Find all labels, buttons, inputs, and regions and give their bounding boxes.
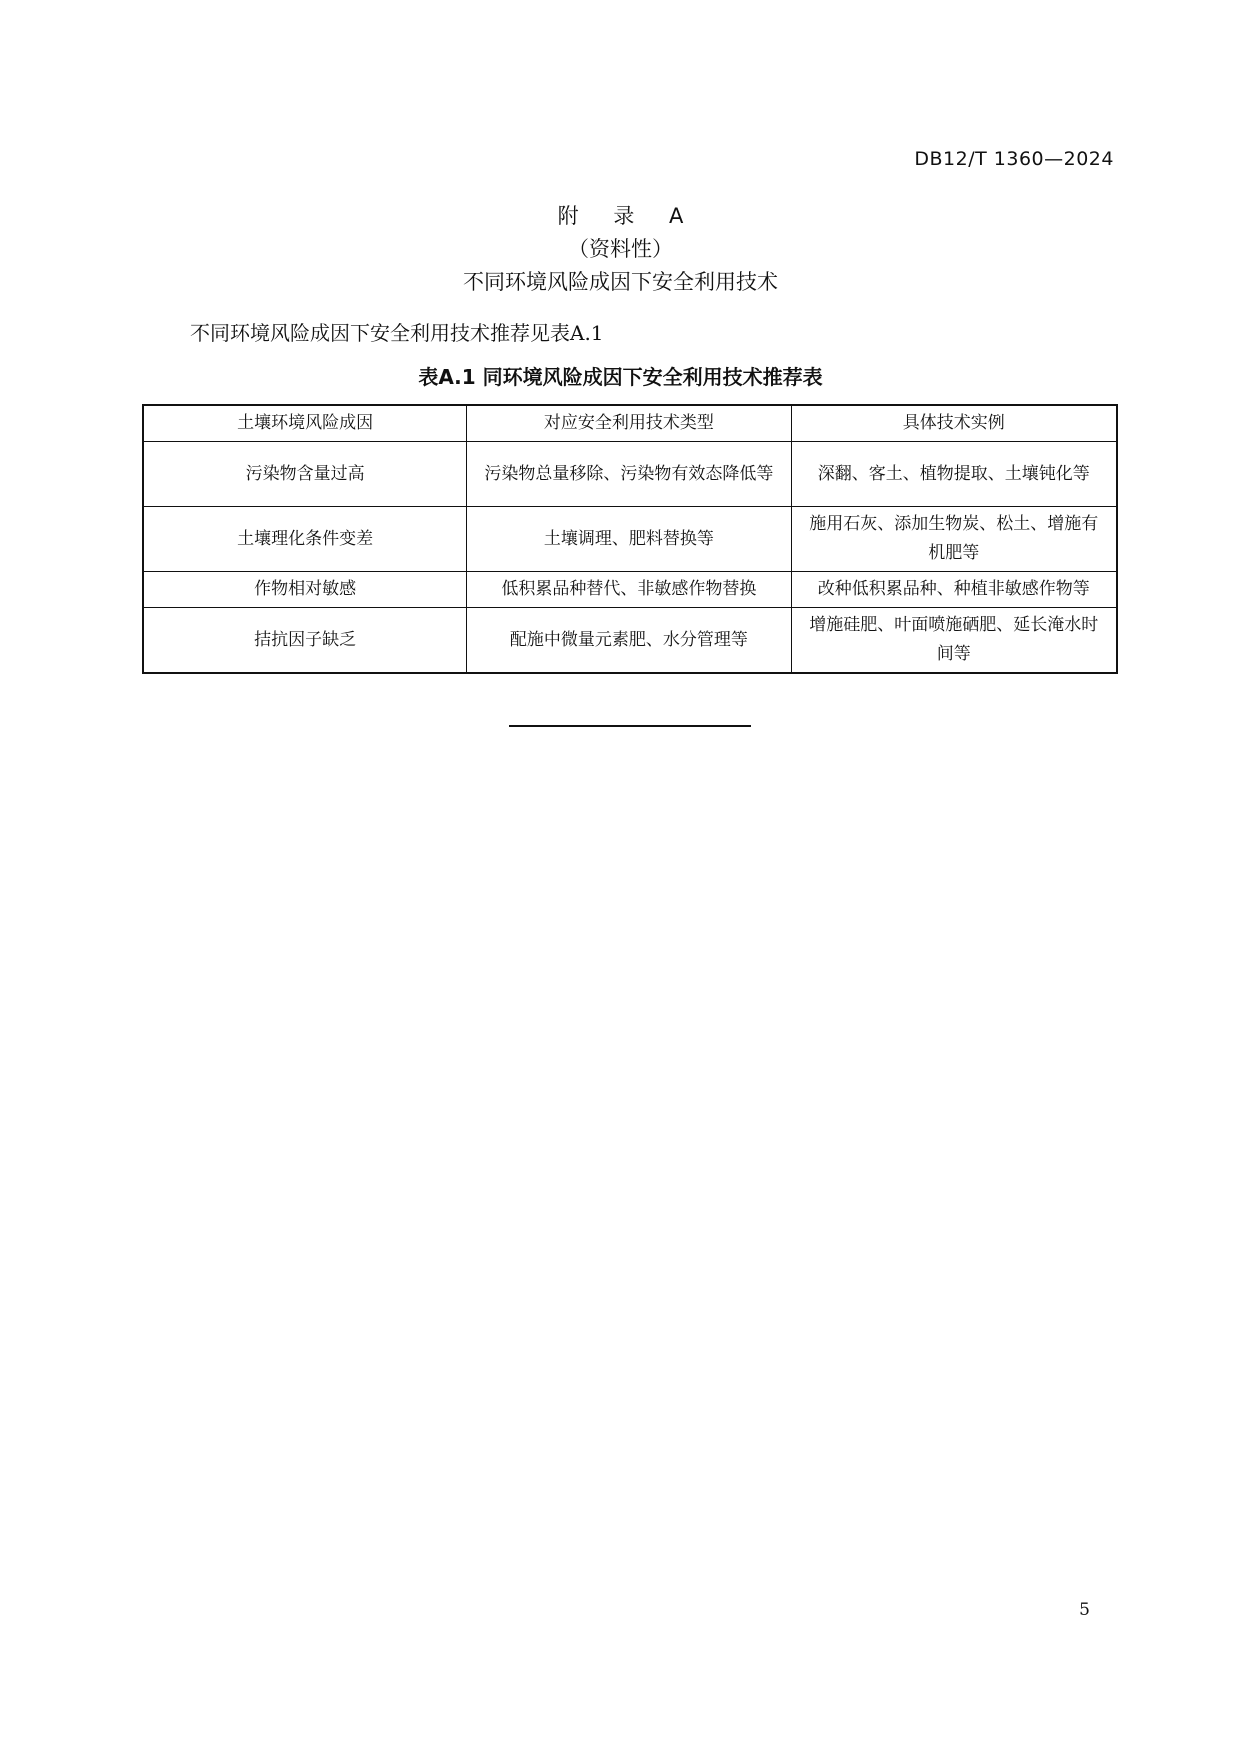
document-code: DB12/T 1360—2024: [914, 148, 1114, 170]
appendix-subject: 不同环境风险成因下安全利用技术: [463, 270, 778, 294]
intro-paragraph: 不同环境风险成因下安全利用技术推荐见表A.1: [190, 321, 604, 345]
table-cell-technique-example: 增施硅肥、叶面喷施硒肥、延长淹水时间等: [791, 608, 1117, 674]
table-row: [143, 442, 1117, 507]
table-cell-technique-example: 施用石灰、添加生物炭、松土、增施有机肥等: [791, 507, 1117, 572]
table-cell-technique-example: 改种低积累品种、种植非敏感作物等: [791, 572, 1117, 608]
recommendation-table: [142, 404, 1118, 674]
table-cell-technique-type: 配施中微量元素肥、水分管理等: [467, 608, 791, 674]
table-cell-technique-example: 深翻、客土、植物提取、土壤钝化等: [791, 442, 1117, 507]
appendix-nature: （资料性）: [568, 237, 673, 261]
appendix-title: 附 录 A: [557, 204, 698, 228]
table-header-cell: 对应安全利用技术类型: [467, 405, 791, 442]
table-caption: 表A.1 同环境风险成因下安全利用技术推荐表: [418, 365, 823, 389]
end-of-appendix-rule: [509, 725, 751, 727]
table-cell-cause: 土壤理化条件变差: [143, 507, 467, 572]
page-number: 5: [1079, 1600, 1090, 1620]
table-cell-cause: 拮抗因子缺乏: [143, 608, 467, 674]
table-cell-technique-type: 低积累品种替代、非敏感作物替换: [467, 572, 791, 608]
table-header-row: [143, 405, 1117, 442]
table-row: [143, 608, 1117, 674]
table-cell-technique-type: 污染物总量移除、污染物有效态降低等: [467, 442, 791, 507]
table-cell-technique-type: 土壤调理、肥料替换等: [467, 507, 791, 572]
table-header-cell: 土壤环境风险成因: [143, 405, 467, 442]
table-row: [143, 572, 1117, 608]
table-cell-cause: 污染物含量过高: [143, 442, 467, 507]
table-row: [143, 507, 1117, 572]
table-header-cell: 具体技术实例: [791, 405, 1117, 442]
table-cell-cause: 作物相对敏感: [143, 572, 467, 608]
